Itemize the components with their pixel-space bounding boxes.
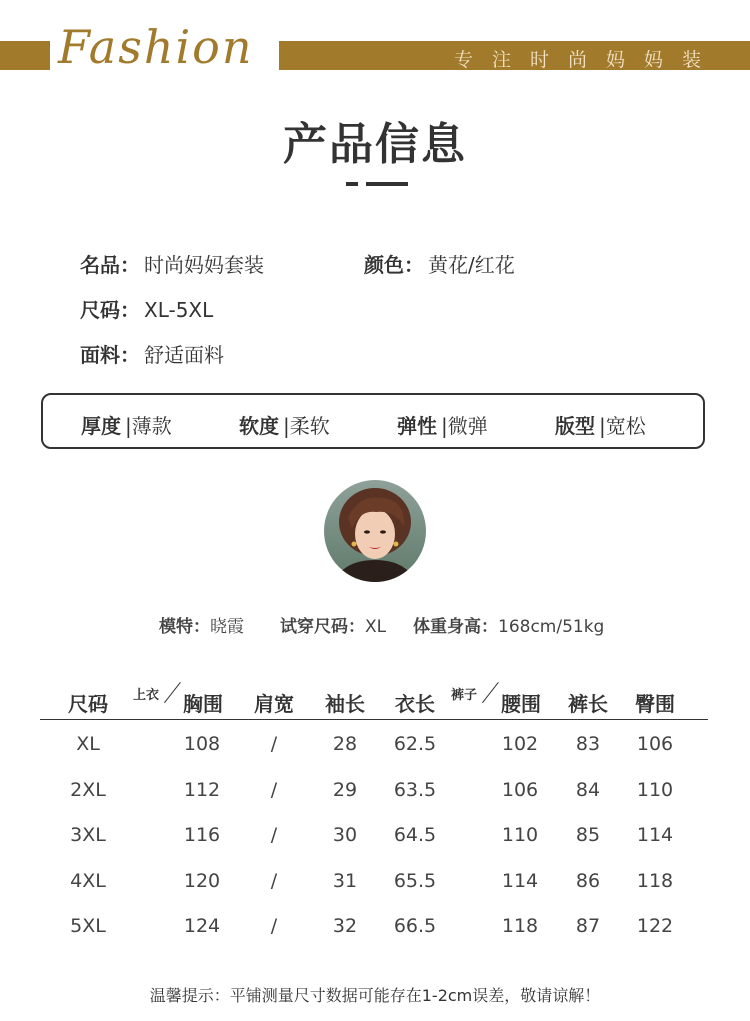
cell-chest: 112	[183, 779, 221, 801]
info-size	[80, 294, 213, 323]
th-hip: 臀围	[635, 692, 675, 716]
info-color-label: 颜色：	[364, 253, 424, 277]
cell-waist: 114	[501, 870, 539, 892]
cell-sleeve: 30	[332, 824, 358, 846]
cell-waist: 102	[501, 733, 539, 755]
cell-pants-length: 87	[575, 915, 601, 937]
cell-shoulder: /	[270, 779, 278, 801]
cell-size: 3XL	[70, 824, 106, 846]
cell-waist: 106	[501, 779, 539, 801]
cell-hip: 118	[636, 870, 674, 892]
model-size-value: XL	[365, 617, 387, 637]
th-length: 衣长	[395, 692, 435, 716]
cell-pants-length: 84	[575, 779, 601, 801]
cell-length: 65.5	[393, 870, 437, 892]
cell-length: 66.5	[393, 915, 437, 937]
th-sleeve: 袖长	[325, 692, 365, 716]
model-body	[413, 612, 604, 637]
info-fabric-value: 舒适面料	[144, 343, 224, 367]
title-divider-long	[366, 182, 408, 186]
model-name	[159, 612, 244, 637]
attributes-box	[41, 393, 705, 449]
cell-size: 5XL	[70, 915, 106, 937]
info-size-label: 尺码：	[80, 298, 140, 322]
cell-chest: 116	[183, 824, 221, 846]
title-divider-short	[346, 182, 358, 186]
cell-size: 4XL	[70, 870, 106, 892]
info-name-value: 时尚妈妈套装	[144, 253, 264, 277]
attr-softness	[239, 410, 330, 439]
info-fabric	[80, 339, 224, 368]
model-size-label: 试穿尺码：	[280, 617, 365, 637]
cell-size: XL	[76, 733, 100, 755]
cell-pants-length: 85	[575, 824, 601, 846]
th-pants-group: 裤子	[451, 688, 478, 703]
th-size: 尺码	[68, 692, 108, 716]
cell-length: 64.5	[393, 824, 437, 846]
cell-chest: 124	[183, 915, 221, 937]
info-fabric-label: 面料：	[80, 343, 140, 367]
th-chest: 胸围	[183, 692, 223, 716]
th-waist: 腰围	[501, 692, 541, 716]
cell-pants-length: 83	[575, 733, 601, 755]
model-name-value: 晓霞	[210, 617, 244, 637]
cell-shoulder: /	[270, 733, 278, 755]
attr-value: |柔软	[283, 414, 330, 438]
model-body-label: 体重身高：	[413, 617, 498, 637]
attr-fit	[555, 410, 646, 439]
attr-thickness	[81, 410, 172, 439]
info-color-value: 黄花/红花	[428, 253, 515, 277]
info-color	[364, 249, 515, 278]
footer-note: 温馨提示：平铺测量尺寸数据可能存在1-2cm误差，敬请谅解！	[149, 986, 601, 1005]
th-shoulder: 肩宽	[254, 692, 294, 716]
cell-sleeve: 28	[332, 733, 358, 755]
cell-waist: 118	[501, 915, 539, 937]
cell-hip: 122	[636, 915, 674, 937]
attr-label: 厚度	[81, 414, 121, 438]
page-title: 产品信息	[283, 119, 467, 170]
cell-hip: 114	[636, 824, 674, 846]
cell-hip: 106	[636, 733, 674, 755]
cell-length: 62.5	[393, 733, 437, 755]
info-name	[80, 249, 264, 278]
th-top-group: 上衣	[133, 688, 160, 703]
cell-sleeve: 31	[332, 870, 358, 892]
table-header-rule	[40, 719, 708, 720]
model-avatar	[324, 480, 426, 582]
header-slash	[164, 682, 181, 703]
attr-label: 版型	[555, 414, 595, 438]
info-name-label: 名品：	[80, 253, 140, 277]
attr-value: |宽松	[599, 414, 646, 438]
cell-shoulder: /	[270, 824, 278, 846]
header-slash	[482, 682, 499, 703]
cell-chest: 108	[183, 733, 221, 755]
header-slogan: 专注时尚妈妈装	[453, 49, 720, 71]
header-band-left	[0, 41, 50, 70]
attr-value: |微弹	[441, 414, 488, 438]
cell-shoulder: /	[270, 915, 278, 937]
attr-label: 弹性	[397, 414, 437, 438]
model-size	[280, 612, 386, 637]
cell-sleeve: 32	[332, 915, 358, 937]
cell-shoulder: /	[270, 870, 278, 892]
attr-label: 软度	[239, 414, 279, 438]
attr-value: |薄款	[125, 414, 172, 438]
cell-waist: 110	[501, 824, 539, 846]
cell-size: 2XL	[70, 779, 106, 801]
cell-chest: 120	[183, 870, 221, 892]
cell-length: 63.5	[393, 779, 437, 801]
th-pants-length: 裤长	[568, 692, 608, 716]
cell-hip: 110	[636, 779, 674, 801]
model-body-value: 168cm/51kg	[498, 617, 605, 637]
brand-logo: Fashion	[58, 20, 254, 74]
cell-pants-length: 86	[575, 870, 601, 892]
attr-elasticity	[397, 410, 488, 439]
info-size-value: XL-5XL	[144, 298, 214, 322]
model-portrait-image	[324, 480, 426, 582]
model-name-label: 模特：	[159, 617, 210, 637]
cell-sleeve: 29	[332, 779, 358, 801]
